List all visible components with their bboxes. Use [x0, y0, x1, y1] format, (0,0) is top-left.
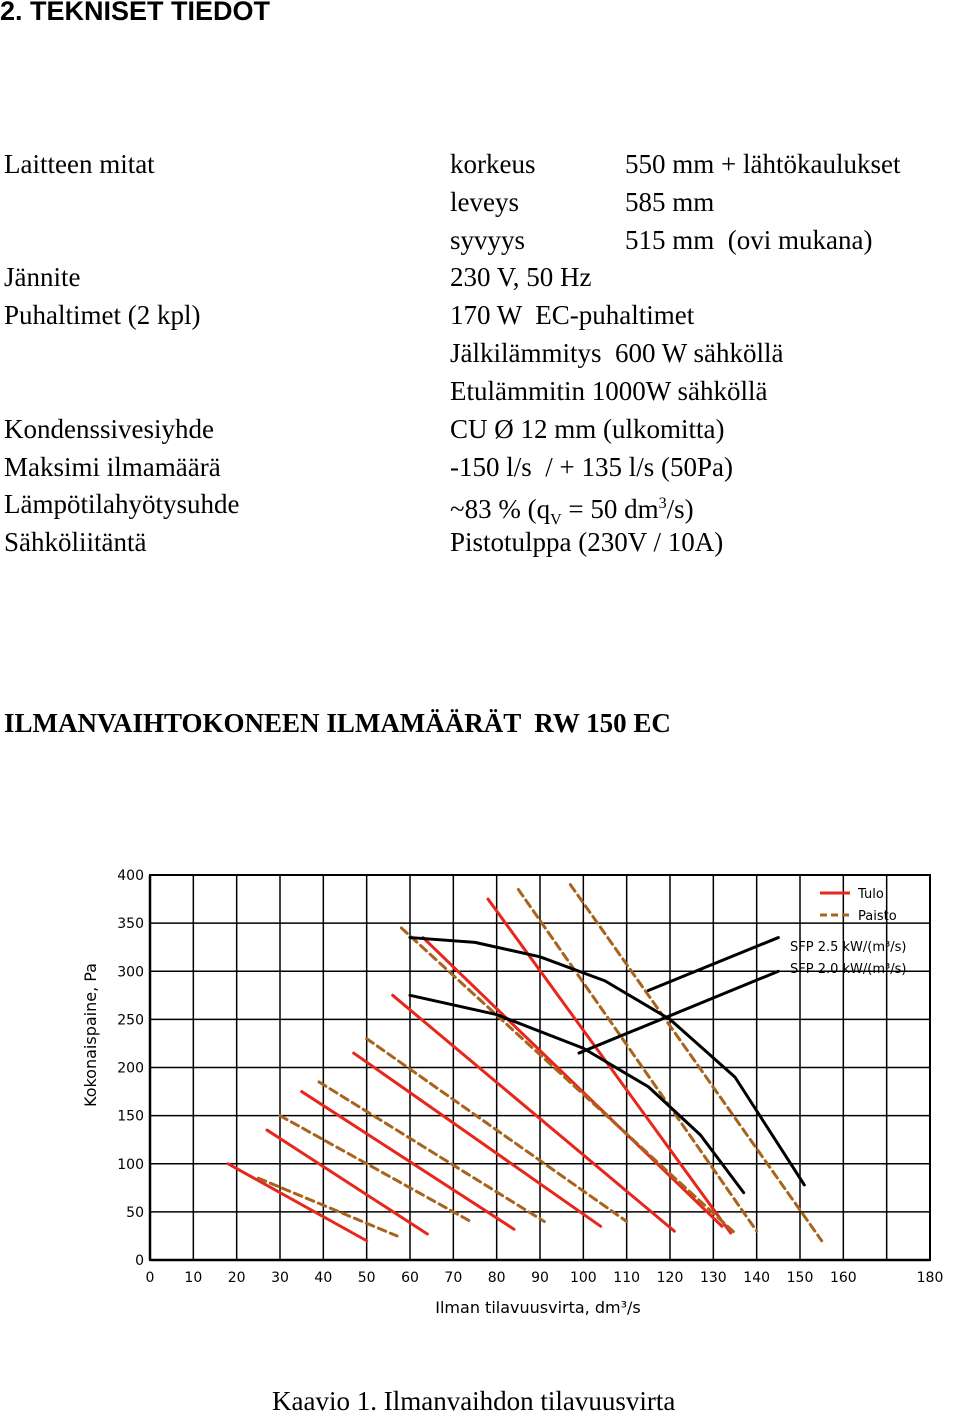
width-label: leveys — [450, 187, 519, 217]
electric-label: Sähköliitäntä — [4, 527, 147, 557]
height-value: 550 mm + lähtökaulukset — [625, 149, 901, 179]
y-tick-label: 400 — [117, 868, 144, 884]
y-tick-label: 50 — [126, 1204, 144, 1221]
y-tick-label: 350 — [117, 916, 144, 933]
series-line — [228, 1164, 367, 1241]
chart-ticks — [117, 868, 943, 1286]
section-title: ILMANVAIHTOKONEEN ILMAMÄÄRÄT RW 150 EC — [4, 708, 671, 738]
x-tick-label: 100 — [569, 1270, 597, 1286]
dimensions-label: Laitteen mitat — [4, 149, 155, 179]
airflow-chart — [60, 855, 960, 1335]
y-tick-label: 300 — [117, 964, 144, 981]
x-tick-label: 140 — [743, 1270, 771, 1286]
x-tick-label: 150 — [786, 1270, 814, 1286]
chart-legend — [790, 887, 906, 977]
efficiency-label: Lämpötilahyötysuhde — [4, 489, 240, 519]
x-tick-label: 70 — [444, 1270, 463, 1286]
y-tick-label: 150 — [117, 1108, 144, 1125]
x-tick-label: 20 — [227, 1270, 246, 1286]
x-tick-label: 30 — [271, 1270, 289, 1286]
x-tick-label: 50 — [357, 1270, 376, 1286]
y-tick-label: 100 — [117, 1156, 144, 1173]
depth-label: syvyys — [450, 225, 526, 255]
legend-label: Tulo — [858, 887, 884, 902]
efficiency-value: ~83 % ($q_V = 50$ $dm^3/s$) — [450, 494, 694, 529]
series-line — [488, 899, 731, 1233]
condensate-value: CU Ø 12 mm (ulkomitta) — [450, 414, 725, 444]
x-tick-label: 160 — [829, 1270, 857, 1286]
x-tick-label: 90 — [531, 1270, 549, 1286]
page-heading: 2. TEKNISET TIEDOT — [0, 0, 270, 27]
chart-series — [228, 885, 822, 1241]
y-tick-label: 0 — [135, 1253, 144, 1269]
electric-value: Pistotulppa (230V / 10A) — [450, 527, 724, 557]
series-line — [267, 1130, 427, 1234]
width-value: 585 mm — [625, 187, 715, 217]
series-line — [280, 1116, 471, 1222]
voltage-value: 230 V, 50 Hz — [450, 262, 592, 292]
y-tick-label: 250 — [117, 1012, 144, 1029]
x-tick-label: 120 — [656, 1270, 684, 1286]
depth-value: 515 mm (ovi mukana) — [625, 225, 873, 255]
x-tick-label: 0 — [145, 1270, 155, 1286]
legend-label: SFP 2.5 kW/(m³/s) — [790, 940, 907, 955]
x-tick-label: 40 — [314, 1270, 333, 1286]
preheat-value: Etulämmitin 1000W sähköllä — [450, 376, 768, 406]
chart-grid — [150, 875, 930, 1260]
x-tick-label: 180 — [916, 1270, 944, 1286]
series-line — [518, 889, 756, 1231]
voltage-label: Jännite — [4, 262, 81, 292]
legend-label: SFP 2.0 kW/(m³/s) — [790, 962, 907, 977]
fans-value: 170 W EC-puhaltimet — [450, 300, 695, 330]
x-tick-label: 10 — [184, 1270, 203, 1286]
figure-caption: Kaavio 1. Ilmanvaihdon tilavuusvirta — [272, 1386, 676, 1416]
legend-label: Paisto — [858, 909, 897, 924]
maxair-value: -150 l/s / + 135 l/s (50Pa) — [450, 452, 733, 482]
x-tick-label: 110 — [613, 1270, 641, 1286]
x-tick-label: 130 — [699, 1270, 727, 1286]
maxair-label: Maksimi ilmamäärä — [4, 452, 221, 482]
y-axis-label: Kokonaispaine, Pa — [81, 963, 100, 1107]
series-line — [258, 1178, 397, 1236]
afterheat-value: Jälkilämmitys 600 W sähköllä — [450, 338, 784, 368]
x-tick-label: 60 — [401, 1270, 419, 1286]
height-label: korkeus — [450, 149, 536, 179]
x-tick-label: 80 — [487, 1270, 506, 1286]
fans-label: Puhaltimet (2 kpl) — [4, 300, 201, 330]
y-tick-label: 200 — [117, 1060, 144, 1077]
condensate-label: Kondenssivesiyhde — [4, 414, 214, 444]
x-axis-label: Ilman tilavuusvirta, dm³/s — [435, 1298, 641, 1317]
